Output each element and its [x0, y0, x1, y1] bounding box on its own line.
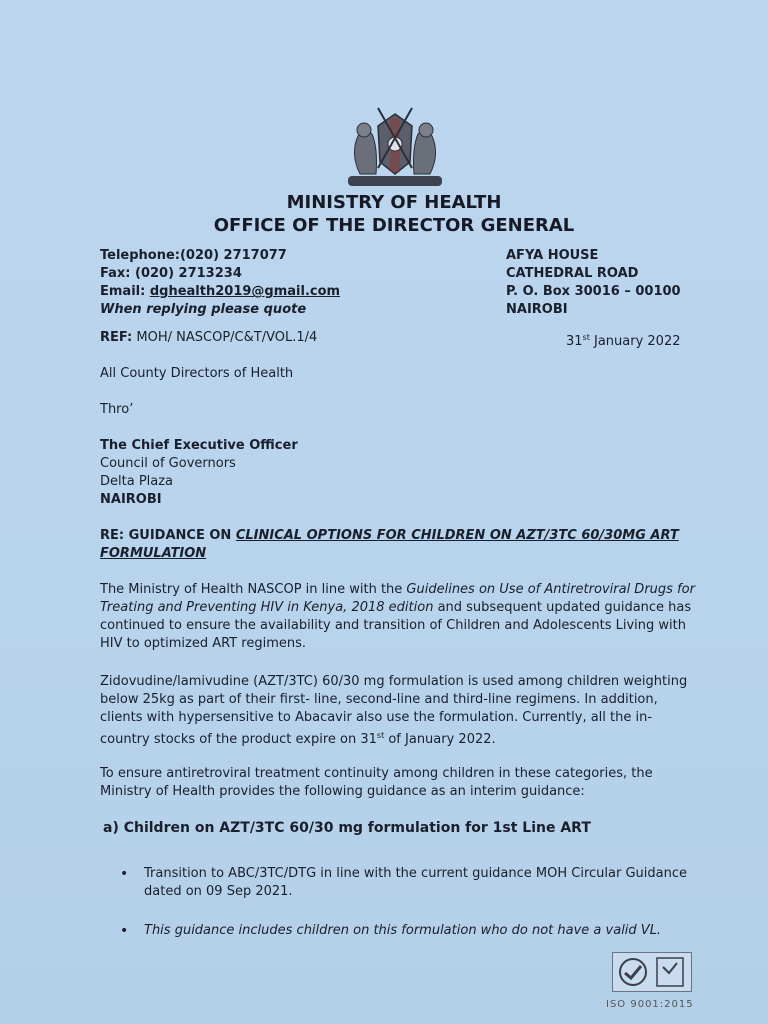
recipient-thro: Thro’ [100, 402, 134, 417]
subject-title: CLINICAL OPTIONS FOR CHILDREN ON AZT/3TC 60/30MG ART FORMULATION [100, 528, 679, 561]
contact-block [100, 247, 340, 319]
paragraph-3: To ensure antiretroviral treatment continuity among children in these categories, the Ministry of Health provides the following guidance as an interim guidance: [100, 766, 653, 799]
recipient-officer: The Chief Executive Officer [100, 438, 298, 453]
address-line-3: P. O. Box 30016 – 00100 [506, 284, 681, 299]
address-block [506, 247, 681, 319]
bullet-text: This guidance includes children on this formulation who do not have a valid VL. [144, 923, 662, 938]
paragraph-2 [100, 673, 695, 749]
bullet-text: Transition to ABC/3TC/DTG in line with the current guidance MOH Circular Guidance dated on 09 Sep 2021. [144, 866, 687, 899]
list-item [120, 922, 695, 940]
address-line-2: CATHEDRAL ROAD [506, 266, 639, 281]
kenya-coat-of-arms-icon [340, 104, 450, 190]
subject-line [100, 527, 700, 563]
paragraph-1 [100, 581, 695, 653]
recipient-building: Delta Plaza [100, 474, 174, 489]
subject-prefix: RE: GUIDANCE ON [100, 528, 236, 543]
list-item [120, 865, 695, 901]
office-title: OFFICE OF THE DIRECTOR GENERAL [213, 215, 575, 236]
p2-sup: st [376, 731, 385, 740]
address-line-1: AFYA HOUSE [506, 248, 599, 263]
email-link[interactable]: dghealth2019@gmail.com [149, 284, 341, 299]
p2-text-a: Zidovudine/lamivudine (AZT/3TC) 60/30 mg formulation is used among children weighting below 25kg as part of their first- line, second-line and third-line regimens. In addition, clients with hypersensitive to Abacavir also use the formulation. Currently, all the in-country stocks of the product expire on 31 [100, 674, 688, 747]
p1-text-a: The Ministry of Health NASCOP in line with the [100, 582, 407, 597]
recipient-block [100, 437, 298, 509]
recipient-org: Council of Governors [100, 456, 236, 471]
letter-date [566, 329, 681, 351]
certification-badge [612, 952, 692, 992]
email-label: Email: [100, 284, 150, 299]
recipient-city: NAIROBI [100, 492, 162, 507]
date-rest: January 2022 [589, 334, 681, 349]
fax: Fax: (020) 2713234 [100, 266, 242, 281]
bullet-icon: • [120, 923, 129, 939]
bullet-icon: • [120, 866, 129, 882]
address-line-4: NAIROBI [506, 302, 568, 317]
sgs-ukas-logo-icon [613, 953, 691, 991]
telephone: Telephone:(020) 2717077 [100, 248, 287, 263]
ministry-title: MINISTRY OF HEALTH [286, 192, 502, 213]
recipient-to: All County Directors of Health [100, 366, 294, 381]
email-line [100, 283, 340, 301]
p1-text-b: and subsequent updated guidance has continued to ensure the availability and transition of Children and Adolescents Living with HIV to optimized ART regimens. [100, 600, 692, 651]
section-a-heading: a) Children on AZT/3TC 60/30 mg formulation for 1st Line ART [103, 820, 591, 836]
date-suffix: st [582, 333, 590, 342]
reference [100, 329, 317, 347]
ref-label: REF: [100, 330, 133, 345]
ref-value: MOH/ NASCOP/C&T/VOL.1/4 [132, 330, 318, 345]
date-day: 31 [566, 334, 583, 349]
p1-guidelines: Guidelines on Use of Antiretroviral Drugs for Treating and Preventing HIV in Kenya, 2018 edition [100, 582, 695, 615]
iso-certification: ISO 9001:2015 [606, 999, 694, 1010]
reply-note: When replying please quote [100, 302, 307, 317]
p2-text-b: of January 2022. [384, 732, 496, 747]
